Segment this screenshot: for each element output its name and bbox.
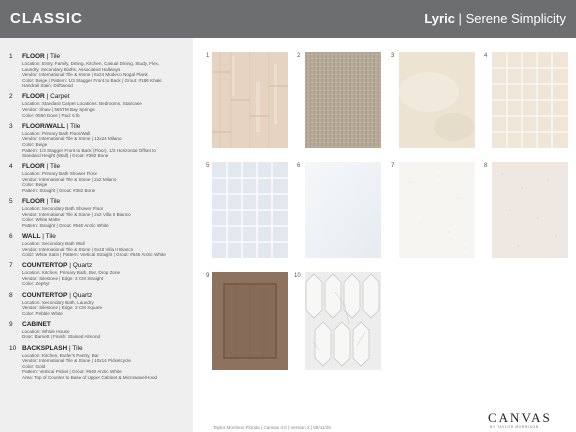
spec-number: 4 [9, 163, 13, 171]
spec-type: Tile [72, 344, 83, 352]
spec-detail-line: Location: Kitchen, Primary Bath, Bar, Drop Zone [22, 270, 121, 276]
spec-separator: | [67, 344, 73, 352]
spec-number: 2 [9, 93, 13, 101]
spec-detail-line: Door: Barnett | Finish: Stained Almond [22, 334, 101, 340]
spec-number: 7 [9, 262, 13, 270]
spec-type: Quartz [72, 262, 93, 270]
tile-number-4: 4 [484, 53, 488, 59]
spec-category: COUNTERTOP [22, 262, 68, 270]
page-header [0, 0, 576, 38]
spec-item [9, 123, 189, 159]
logo-subtitle: BY TAYLOR MORRISON [490, 425, 539, 429]
spec-item [9, 93, 189, 118]
tile-number-9: 9 [206, 273, 210, 279]
collection-title [424, 11, 566, 26]
spec-category: WALL [22, 232, 41, 240]
spec-detail-line: Vendor: Silestone | Edge: 3 CM Square [22, 305, 103, 311]
spec-separator: | [44, 198, 50, 206]
spec-detail-line: Location: Kitchen, Butler's Pantry, Bar [22, 352, 99, 358]
swatch-carpet [305, 52, 381, 148]
spec-title [22, 321, 189, 329]
spec-separator: | [40, 232, 46, 240]
swatch-plank-tile [212, 52, 288, 148]
spec-detail-line: Color: Gold [22, 363, 46, 369]
swatch-milano-mosaic [492, 52, 568, 148]
spec-number: 1 [9, 53, 13, 60]
tile-number-10: 10 [294, 273, 301, 279]
tile-number-5: 5 [206, 163, 210, 169]
swatch-picket-backsplash [305, 272, 381, 370]
spec-title [22, 262, 189, 270]
swatch-white-wall [305, 162, 381, 258]
spec-category: FLOOR/WALL [22, 122, 65, 130]
spec-detail-line: Vendor: International Tile & Stone | 12x24 Milano [22, 136, 122, 142]
logo-name: CANVAS [488, 410, 552, 425]
spec-item [9, 198, 189, 228]
spec-detail-line: Location: Primary Bath Floor/Wall [22, 130, 91, 136]
spec-detail-line: Area: Top of Counter to Base of Upper Cabinet & Microwave/Hood [22, 374, 157, 380]
spec-item [9, 163, 189, 193]
spec-type: Tile [45, 232, 56, 240]
tile-number-8: 8 [484, 163, 488, 169]
spec-detail-line: Color: White Matte [22, 217, 61, 223]
canvas-logo [486, 408, 570, 432]
spec-type: Tile [49, 53, 61, 60]
spec-detail-line: Color: White Satin | Pattern: Vertical Straight | Grout: #640 Arctic White [22, 252, 166, 258]
spec-category: FLOOR [22, 198, 45, 206]
spec-detail-line: Vendor: International Tile & Stone | 2x2 Villa II Bianco [22, 211, 131, 217]
footer-version-text: Taylor Morrison Florida | Canvas 4.0 | Version 2 | 08/11/25 [213, 425, 331, 430]
spec-number: 5 [9, 198, 13, 206]
spec-title [22, 53, 189, 61]
spec-type: Tile [49, 163, 61, 171]
spec-detail-line: Location: Secondary Bath Wall [22, 240, 85, 246]
swatch-pebble-white-quartz [492, 162, 568, 258]
spec-item [9, 53, 189, 89]
spec-title [22, 233, 189, 241]
spec-detail-line: Pattern: Straight | Grout: #382 Bone [22, 188, 96, 193]
spec-detail-line: Location: Entry, Family, Dining, Kitchen, Casual Dining, Study, Flex, [22, 61, 160, 66]
swatch-zephyr-quartz [399, 162, 475, 258]
spec-detail-line: Location: Standard Carpet Locations: Bedrooms, Staircase [22, 101, 142, 107]
spec-separator: | [64, 122, 71, 130]
spec-number: 10 [9, 344, 17, 352]
spec-title [22, 163, 189, 171]
spec-separator: | [44, 93, 51, 101]
spec-detail-line: Pattern: Vertical Picket | Grout: #640 Arctic White [22, 369, 122, 375]
spec-category: BACKSPLASH [22, 344, 68, 352]
tile-number-1: 1 [206, 53, 210, 59]
spec-separator: | [44, 163, 50, 171]
spec-item [9, 321, 189, 340]
spec-detail-line: Color: 0560 Dove | Pad: 6 lb [22, 112, 80, 118]
spec-detail-line: Vendor: Shaw | 565TM Bay Springs [22, 107, 95, 113]
spec-number: 8 [9, 291, 13, 299]
spec-category: FLOOR [22, 163, 45, 171]
spec-item [9, 292, 189, 317]
spec-detail-line: Laundry, Secondary Baths, Associated Hallways [22, 66, 121, 72]
spec-category: FLOOR [22, 93, 45, 101]
spec-type: Tile [70, 122, 81, 130]
spec-detail-line: Color: Zephyr [22, 281, 50, 287]
tile-number-3: 3 [391, 53, 395, 59]
swatch-white-mosaic [212, 162, 288, 258]
spec-category: FLOOR [22, 53, 45, 60]
spec-detail-line: Vendor: Silestone | Edge: 3 CM Straight [22, 275, 104, 281]
spec-detail-line: Color: Beige | Pattern: 1/3 Stagger Front to Back | Grout: #186 Khaki [22, 77, 162, 83]
tile-number-6: 6 [297, 163, 301, 169]
collection-level-title: CLASSIC [10, 10, 83, 27]
spec-item [9, 345, 189, 381]
swatch-milano-large [399, 52, 475, 148]
tile-number-7: 7 [391, 163, 395, 169]
spec-title [22, 292, 189, 300]
spec-category: COUNTERTOP [22, 291, 68, 299]
title-separator: | [458, 11, 462, 26]
spec-detail-line: Pattern: 1/3 Stagger Front to Back (Floor), 1/3 Horizontal Offset to [22, 147, 156, 153]
spec-detail-line: Vendor: International Tile & Stone | 2x2 Milano [22, 176, 117, 182]
spec-type: Carpet [50, 93, 70, 101]
spec-separator: | [44, 53, 50, 60]
spec-list [9, 53, 189, 385]
spec-detail-line: Location: Primary Bath Shower Floor [22, 171, 98, 177]
tile-number-2: 2 [297, 53, 301, 59]
spec-detail-line: Pattern: Straight | Grout: #640 Arctic White [22, 222, 109, 228]
spec-detail-line: Location: Whole House [22, 328, 70, 334]
spec-number: 3 [9, 122, 13, 130]
spec-detail-line: Vendor: International Tile & Stone | 6x24 Modeco Nogal Plank [22, 72, 148, 78]
spec-detail-line: Location: Secondary Bath Shower Floor [22, 206, 104, 212]
swatch-cabinet-door [212, 272, 288, 370]
brand-name: Lyric [424, 11, 455, 26]
spec-type: Tile [49, 198, 61, 206]
spec-number: 9 [9, 320, 13, 328]
spec-type: Quartz [72, 291, 93, 299]
spec-title [22, 123, 189, 131]
spec-title [22, 93, 189, 101]
spec-title [22, 345, 189, 353]
spec-detail-line: Vendor: International Tile & Stone | 10x14 Picketcycle [22, 358, 131, 364]
spec-item [9, 233, 189, 258]
spec-category: CABINET [22, 320, 51, 328]
spec-separator: | [67, 262, 73, 270]
spec-detail-line: Standard Height (Wall) | Grout: #382 Bone [22, 153, 109, 159]
spec-detail-line: Color: Beige [22, 182, 48, 188]
spec-title [22, 198, 189, 206]
spec-number: 6 [9, 232, 13, 240]
spec-detail-line: Handrail Stain: Driftwood [22, 83, 73, 89]
spec-detail-line: Color: Pebble White [22, 310, 63, 316]
spec-detail-line: Location: Secondary Bath, Laundry [22, 299, 94, 305]
spec-sidebar [0, 38, 193, 432]
spec-item [9, 262, 189, 287]
collection-name: Serene Simplicity [465, 11, 566, 26]
spec-detail-line: Color: Beige [22, 141, 48, 147]
spec-detail-line: Vendor: International Tile & Stone | 9x18 Villa II Bianco [22, 246, 134, 252]
spec-separator: | [67, 291, 73, 299]
